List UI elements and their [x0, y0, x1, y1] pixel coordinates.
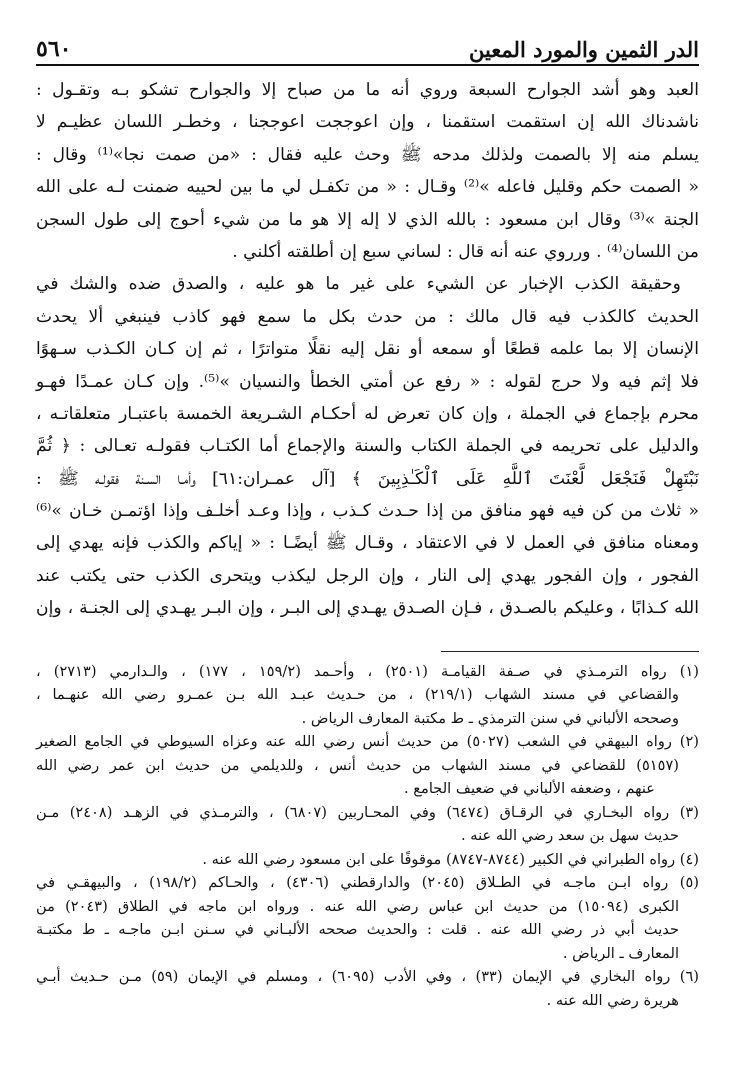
footnote-separator: [441, 651, 699, 652]
body-line: الإنسان إلا بما علمه قطعًا أو سمعه أو نقل إليه نقلًا متواترًا ، ثم إن كـان الكـذب سـهوًا: [36, 339, 699, 360]
body-line: محرم بإجماع في الجملة ، وإن كان تعرض له أحكـام الشـريعة الخمسة باعتبـار متعلقاتـه ،: [36, 403, 699, 424]
body-line: ومعناه منافق في العمل لا في الاعتقاد ، وقـال ﷺ أيضًـا : « إياكم والكذب فإنه يهدي إلى: [36, 533, 699, 554]
body-line: نَبْتَهِلْ فَنَجْعَل لَّعْنَتَ ٱللَّهِ عَلَى ٱلْكَـٰذِبِينَ ﴾ [آل عمـران:٦١] وأمـا السـنة فقولـه ﷺ :: [36, 468, 699, 489]
footnote-line: حديث أبي ذر رضي الله عنه . قلت : والحديث صححه الألبـاني في سـنن ابـن ماجـه ـ ط مكتبـة: [36, 921, 679, 939]
footnotes: [36, 660, 699, 1013]
footnote-line: عنهم ، وضعفه الألباني في ضعيف الجامع .: [404, 780, 655, 798]
footnote-line: (٣) رواه البخـاري في الرقـاق (٦٤٧٤) وفي المحـاربين (٦٨٠٧) ، والترمـذي في الزهـد (٢٤٠٨) مـن: [36, 803, 699, 821]
footnote-line: وصححه الألباني في سنن الترمذي ـ ط مكتبة المعارف الرياض .: [301, 709, 679, 727]
footnote-line: حديث سهل بن سعد رضي الله عنه .: [461, 827, 679, 845]
body-line: الحديث كالكذب فيه قال مالك : من حدث بكل ما سمع فهو كاذب فينبغي ألا يحدث: [36, 306, 699, 327]
body-line: فلا إثم فيه ولا حرج لقوله : « رفع عن أمتي الخطأ والنسيان »⁽⁵⁾. وإن كـان عمـدًا فهـو: [36, 371, 700, 392]
body-text: [36, 74, 699, 625]
footnote-line: هريرة رضي الله عنه .: [546, 991, 679, 1009]
body-line: الجنة »⁽³⁾ وقال ابن مسعود : بالله الذي لا إله إلا هو ما من شيء أحوج إلى طول السجن: [36, 209, 699, 230]
running-title: الدر الثمين والمورد المعين: [468, 37, 699, 62]
body-line: يسلم منه إلا بالصمت ولذلك مدحه ﷺ وحث عليه فقال : «من صمت نجا»⁽¹⁾ وقال :: [36, 144, 699, 165]
footnote-line: (٦) رواه البخاري في الإيمان (٣٣) ، وفي الأدب (٦٠٩٥) ، ومسلم في الإيمان (٥٩) مـن حـديث أبـي: [36, 968, 699, 986]
body-line: ناشدناك الله إن استقمت استقمنا ، وإن اعوججت اعوججنا ، وخطـر اللسان عظيـم لا: [36, 112, 699, 133]
footnote-line: (١) رواه الترمـذي في صـفة القيامـة (٢٥٠١) ، وأحـمد (١٥٩/٢ ، ١٧٧) ، والـدارمي (٢٧١٣) ،: [36, 662, 699, 680]
body-line: الفجور ، وإن الفجور يهدي إلى النار ، وإن الرجل ليكذب ويتحرى الكذب حتى يكتب عند: [36, 565, 699, 586]
body-line: من اللسان⁽⁴⁾ . ورروي عنه أنه قال : لساني سبع إن أطلقته أكلني .: [232, 241, 699, 262]
footnote-line: (٤) رواه الطبراني في الكبير (٨٧٤٤-٨٧٤٧) موقوفًا على ابن مسعود رضي الله عنه .: [202, 850, 699, 868]
footnote-line: الكبرى (١٥٠٩٤) من حديث ابن عباس رضي الله عنه . ورواه ابن ماجه في الطلاق (٢٠٤٣) من: [36, 897, 679, 915]
footnote-line: المعارف ـ الرياض .: [562, 944, 679, 962]
body-line: الله كـذابًا ، وعليكم بالصـدق ، فـإن الصـدق يهـدي إلى البـر ، وإن البـر يهـدي إلى الجنـة ، وإن: [36, 598, 699, 619]
footnote-line: (٥١٥٧) للقضاعي في مسند الشهاب من حديث أنس ، وللديلمي من حديث ابن عمر رضي الله: [36, 756, 679, 774]
body-line: « ثلاث من كن فيه فهو منافق من إذا حـدث كـذب ، وإذا وعـد أخلـف وإذا اؤتمـن خـان »⁽⁶⁾: [36, 501, 699, 522]
body-line: « الصمت حكم وقليل فاعله »⁽²⁾ وقـال : « من تكفـل لي ما بين لحييه ضمنت لـه على الله: [36, 177, 699, 198]
page-number: ٥٦٠: [36, 36, 72, 62]
footnote-line: والقضاعي في مسند الشهاب (٢١٩/١) ، من حـديث عبـد الله بـن عمـرو رضي الله عنهـما ،: [36, 686, 679, 704]
body-line: والدليل على تحريمه في الجملة الكتاب والسنة والإجماع أما الكتـاب فقولـه تعـالى : ﴿ ثُمَّ: [36, 436, 699, 457]
body-line: وحقيقة الكذب الإخبار عن الشيء على غير ما هو عليه ، والصدق ضده والشك في: [36, 274, 681, 295]
footnote-line: (٢) رواه البيهقي في الشعب (٥٠٢٧) من حديث أنس رضي الله عنه وعزاه السيوطي في الجامع الصغير: [36, 733, 699, 751]
page-header: [36, 28, 699, 66]
footnote-line: (٥) رواه ابـن ماجـه في الطـلاق (٢٠٤٥) والدارقطني (٤٣٠٦) ، والحـاكم (١٩٨/٢) ، والبيهقـي في: [36, 874, 699, 892]
body-line: العبد وهو أشد الجوارح السبعة وروي أنه ما من صباح إلا والجوارح تشكو بـه وتقـول :: [36, 80, 699, 100]
